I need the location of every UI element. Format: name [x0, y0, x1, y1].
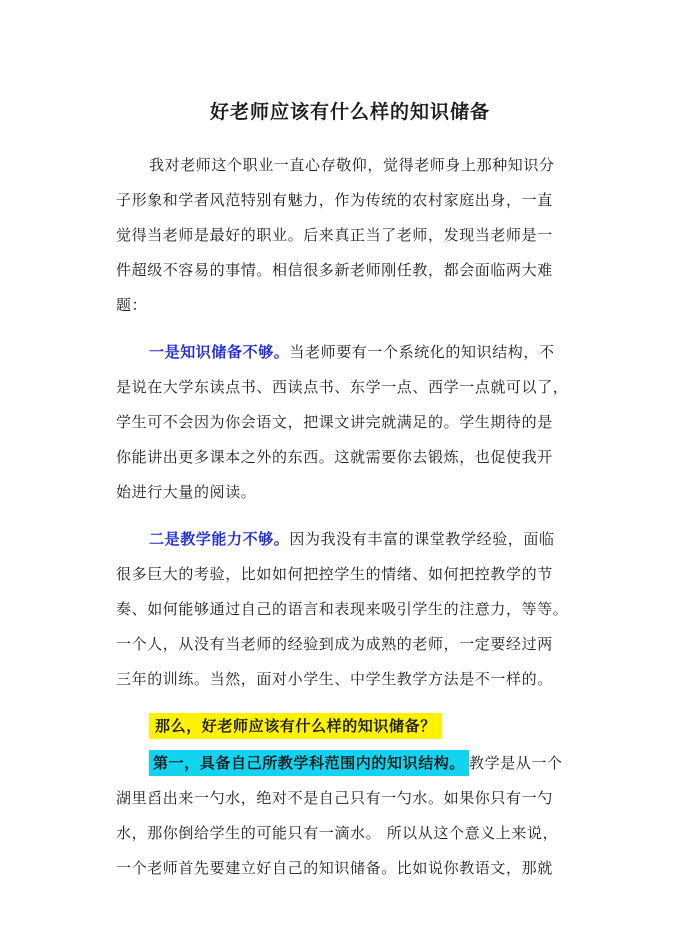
first-paragraph — [116, 746, 586, 886]
point2-line: 三年的训练。当然，面对小学生、中学生教学方法是不一样的。 — [116, 670, 553, 688]
first-line: 湖里舀出来一勺水，绝对不是自己只有一勺水。如果你只有一勺 — [116, 789, 553, 807]
first-line: 一个老师首先要建立好自己的知识储备。比如说你教语文，那就 — [116, 859, 553, 877]
intro-line: 件超级不容易的事情。相信很多新老师刚任教，都会面临两大难 — [116, 261, 553, 279]
first-line: 水，那你倒给学生的可能只有一滴水。 所以从这个意义上来说， — [116, 824, 559, 842]
point1-heading: 一是知识储备不够。 — [149, 343, 290, 361]
question-highlight: 那么，好老师应该有什么样的知识储备？ — [149, 713, 442, 739]
point1-first-rest: 当老师要有一个系统化的知识结构，不 — [289, 343, 555, 361]
intro-line: 题： — [116, 296, 148, 314]
first-first-rest: 教学是从一个 — [469, 754, 563, 772]
document-body — [116, 148, 586, 898]
first-first-line — [116, 746, 586, 781]
document-title: 好老师应该有什么样的知识储备 — [209, 101, 490, 123]
point1-line: 你能讲出更多课本之外的东西。这就需要你去锻炼，也促使我开 — [116, 448, 553, 466]
point1-line: 是说在大学东读点书、西读点书、东学一点、西学一点就可以了， — [116, 378, 569, 396]
point2-first-rest: 因为我没有丰富的课堂教学经验，面临 — [289, 530, 555, 548]
point2-first-line — [116, 522, 586, 557]
point1-line: 始进行大量的阅读。 — [116, 483, 257, 501]
intro-line: 子形象和学者风范特别有魅力，作为传统的农村家庭出身，一直 — [116, 191, 553, 209]
point2-paragraph — [116, 522, 586, 697]
point2-heading: 二是教学能力不够。 — [149, 530, 290, 548]
point1-first-line — [116, 335, 586, 370]
point2-line: 很多巨大的考验，比如如何把控学生的情绪、如何把控教学的节 — [116, 565, 553, 583]
intro-paragraph — [116, 148, 586, 323]
point1-paragraph — [116, 335, 586, 510]
intro-line: 我对老师这个职业一直心存敬仰，觉得老师身上那种知识分 — [149, 156, 555, 174]
intro-line: 觉得当老师是最好的职业。后来真正当了老师，发现当老师是一 — [116, 226, 553, 244]
point2-line: 一个人，从没有当老师的经验到成为成熟的老师，一定要经过两 — [116, 635, 553, 653]
question-line — [116, 709, 586, 744]
first-heading-highlight: 第一，具备自己所教学科范围内的知识结构。 — [149, 750, 469, 776]
point2-line: 奏、如何能够通过自己的语言和表现来吸引学生的注意力，等等。 — [116, 600, 569, 618]
point1-line: 学生可不会因为你会语文，把课文讲完就满足的。学生期待的是 — [116, 413, 553, 431]
